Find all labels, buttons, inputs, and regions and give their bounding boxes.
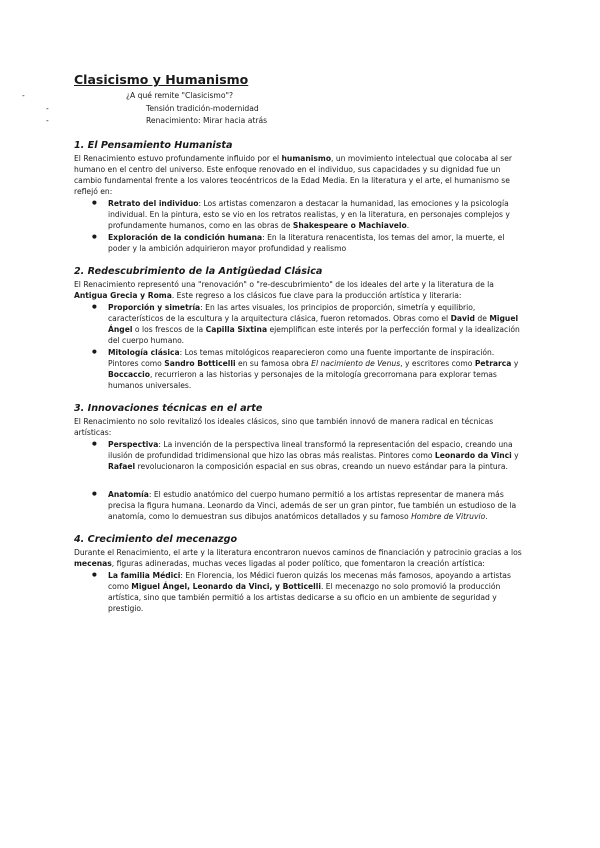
section-2-paragraph: El Renacimiento representó una "renovación" o "re-descubrimiento" de los ideales del arte y la literatura de la Antigua Grecia y Roma. Este regreso a los clásicos fue clave para la producción artística y literaria: (74, 279, 494, 300)
section-2-list (74, 302, 526, 391)
list-item: ● Proporción y simetría: En las artes visuales, los principios de proporción, simetría y equilibrio, característicos de la escultura y la arquitectura clásica, fueron retomados. Obras como el David de Miguel Ángel o los frescos de la Capilla Sixtina ejemplifican este interés por la perfección formal y la idealización del cuerpo humano. (108, 302, 526, 346)
section-4-list (74, 570, 526, 614)
list-item: ● La familia Médici: En Florencia, los Médici fueron quizás los mecenas más famosos, apoyando a artistas como Miguel Ángel, Leonardo da Vinci, y Botticelli. El mecenazgo no solo promovió la producción artística, sino que también permitió a los artistas dedicarse a su oficio en un ambiente de seguridad y prestigio. (108, 570, 526, 614)
section-heading-4: 4. Crecimiento del mecenazgo (74, 533, 238, 545)
section-4-paragraph: Durante el Renacimiento, el arte y la literatura encontraron nuevos caminos de financiación y patrocinio gracias a los mecenas, figuras adineradas, muchas veces ligadas al poder político, que fomentaron la creación artística: (74, 547, 522, 568)
intro-list (22, 90, 526, 128)
intro-item-text: Tensión tradición-modernidad (146, 103, 259, 113)
intro-item-text: Renacimiento: Mirar hacia atrás (146, 116, 268, 125)
section-3-list (74, 439, 526, 522)
intro-question-text: ¿A qué remite "Clasicismo"? (126, 91, 233, 100)
dash-bullet: - (22, 91, 25, 100)
dash-bullet: - (46, 116, 49, 125)
intro-item (46, 115, 526, 128)
section-heading-1: 1. El Pensamiento Humanista (74, 139, 233, 151)
intro-question (22, 90, 526, 103)
list-item: ● Exploración de la condición humana: En la literatura renacentista, los temas del amor, la muerte, el poder y la ambición adquirieron mayor profundidad y realismo (108, 232, 526, 254)
section-heading-3: 3. Innovaciones técnicas en el arte (74, 402, 263, 414)
list-item: ● Mitología clásica: Los temas mitológicos reaparecieron como una fuente importante de inspiración. Pintores como Sandro Botticelli en su famosa obra El nacimiento de Venus, y escritores como Petrarca y Boccaccio, recurrieron a las historias y personajes de la mitología grecorromana para explorar temas humanos universales. (108, 347, 526, 391)
dash-bullet: - (46, 103, 49, 113)
section-1-list (74, 198, 526, 254)
list-spacer (108, 473, 526, 488)
document-title: Clasicismo y Humanismo (74, 72, 249, 87)
document-page (22, 72, 526, 615)
list-item: ● Retrato del individuo: Los artistas comenzaron a destacar la humanidad, las emociones y la psicología individual. En la pintura, esto se vio en los retratos realistas, y en la literatura, en personajes complejos y profundamente humanos, como en las obras de Shakespeare o Machiavelo. (108, 198, 526, 231)
list-item: ● Perspectiva: La invención de la perspectiva lineal transformó la representación del espacio, creando una ilusión de profundidad tridimensional que hizo las obras más realistas. Pintores como Leonardo da Vinci y Rafael revolucionaron la composición espacial en sus obras, creando un nuevo estándar para la pintura. (108, 439, 526, 472)
section-3-paragraph: El Renacimiento no solo revitalizó los ideales clásicos, sino que también innovó de manera radical en técnicas artísticas: (74, 416, 494, 437)
section-1-paragraph: El Renacimiento estuvo profundamente influido por el humanismo, un movimiento intelectual que colocaba al ser humano en el centro del universo. Este enfoque renovado en el individuo, sus capacidades y su dignidad fue un cambio fundamental frente a los valores teocéntricos de la Edad Media. En la literatura y el arte, el humanismo se reflejó en: (74, 153, 513, 196)
intro-item (46, 103, 526, 116)
section-heading-2: 2. Redescubrimiento de la Antigüedad Clásica (74, 265, 323, 277)
list-item: ● Anatomía: El estudio anatómico del cuerpo humano permitió a los artistas representar de manera más precisa la figura humana. Leonardo da Vinci, además de ser un gran pintor, fue también un estudioso de la anatomía, como lo demuestran sus dibujos anatómicos detallados y su famoso Hombre de Vitruvio. (108, 489, 526, 522)
